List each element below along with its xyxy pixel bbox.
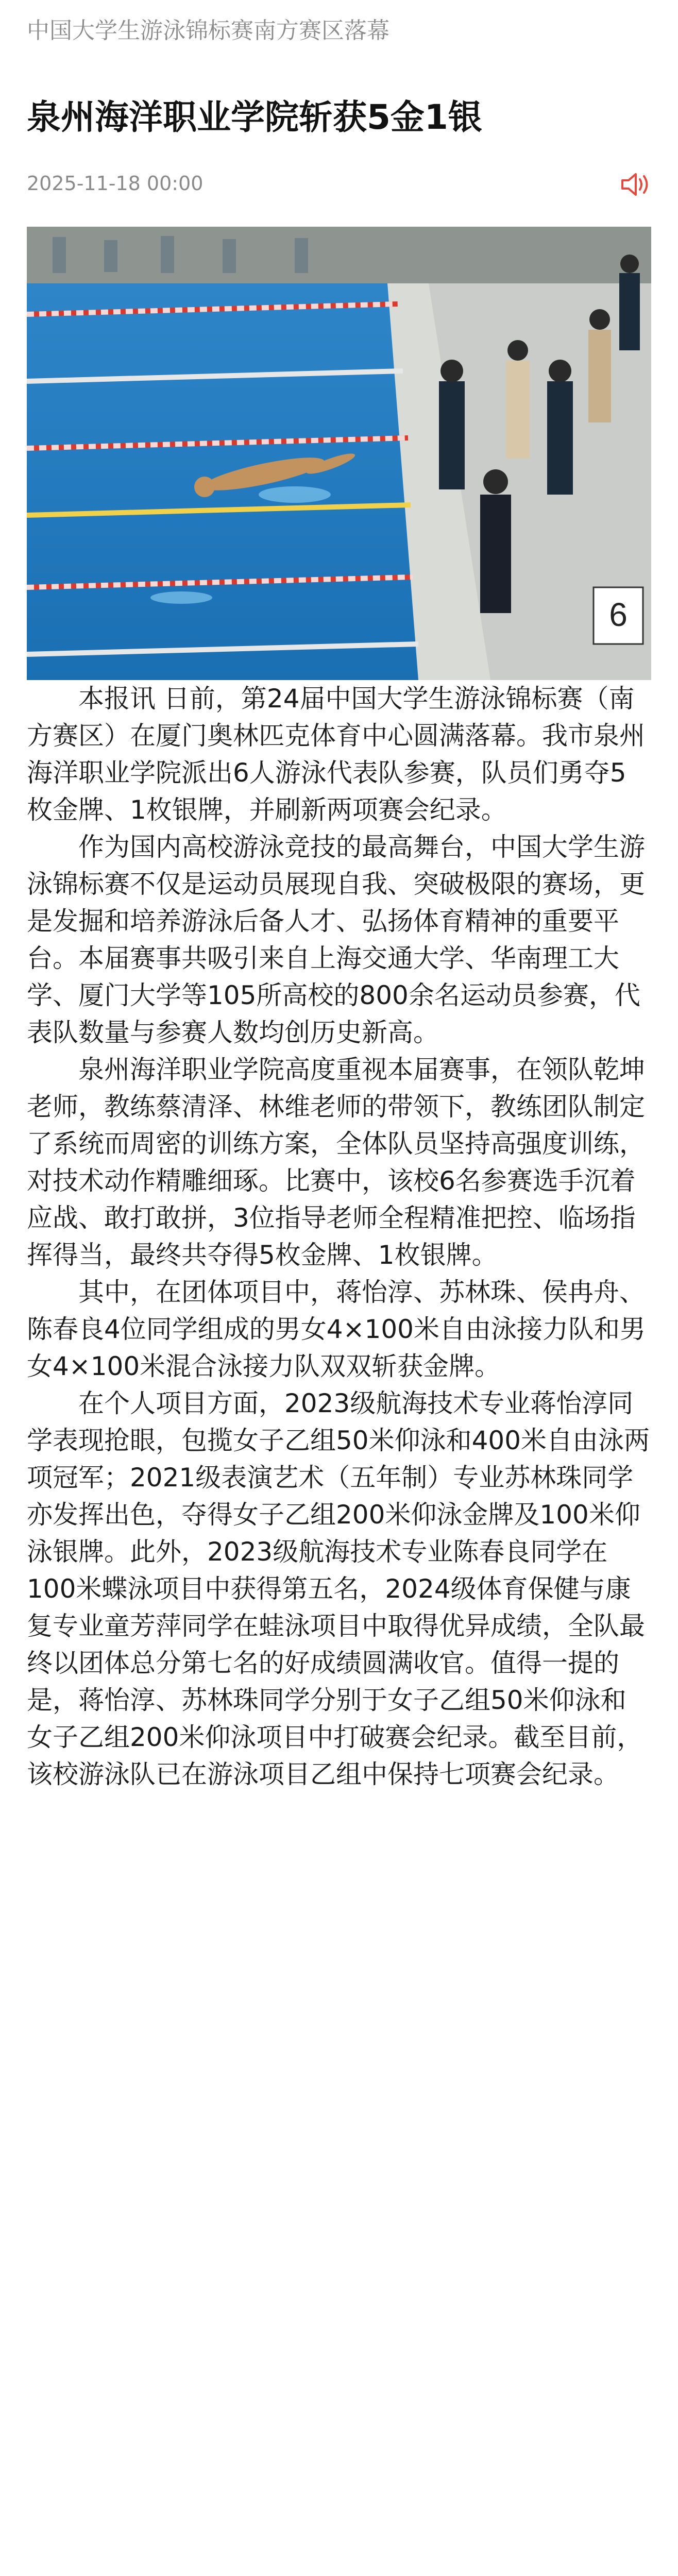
article-paragraph: 其中，在团体项目中，蒋怡淳、苏林珠、侯冉舟、陈春良4位同学组成的男女4×100米自由泳接力队和男女4×100米混合泳接力队双双斩获金牌。 [27,1277,646,1381]
publish-date: 2025-11-18 00:00 [27,172,204,195]
svg-text:6: 6 [609,596,628,633]
article-title: 泉州海洋职业学院斩获5金1银 [27,97,482,137]
article-paragraph: 作为国内高校游泳竞技的最高舞台，中国大学生游泳锦标赛不仅是运动员展现自我、突破极限的赛场，更是发掘和培养游泳后备人才、弘扬体育精神的重要平台。本届赛事共吸引来自上海交通大学、华南理工大学、厦门大学等105所高校的800余名运动员参赛，代表队数量与参赛人数均创历史新高。 [27,832,645,1047]
article-paragraph: 在个人项目方面，2023级航海技术专业蒋怡淳同学表现抢眼，包揽女子乙组50米仰泳和400米自由泳两项冠军；2021级表演艺术（五年制）专业苏林珠同学亦发挥出色，夺得女子乙组200米仰泳金牌及100米仰泳银牌。此外，2023级航海技术专业陈春良同学在100米蝶泳项目中获得第五名，2024级体育保健与康复专业童芳萍同学在蛙泳项目中取得优异成绩，全队最终以团体总分第七名的好成绩圆满收官。值得一提的是，蒋怡淳、苏林珠同学分别于女子乙组50米仰泳和女子乙组200米仰泳项目中打破赛会纪录。截至目前，该校游泳队已在游泳项目乙组中保持七项赛会纪录。 [27,1388,650,1789]
article-paragraph: 本报讯 日前，第24届中国大学生游泳锦标赛（南方赛区）在厦门奥林匹克体育中心圆满落幕。我市泉州海洋职业学院派出6人游泳代表队参赛，队员们勇夺5枚金牌、1枚银牌，并刷新两项赛会纪录。 [27,684,645,825]
article-body [27,680,651,1793]
article-supertitle: 中国大学生游泳锦标赛南方赛区落幕 [27,18,389,44]
speaker-icon[interactable] [618,170,651,199]
article-paragraph: 泉州海洋职业学院高度重视本届赛事，在领队乾坤老师，教练蔡清泽、林维老师的带领下，教练团队制定了系统而周密的训练方案，全体队员坚持高强度训练，对技术动作精雕细琢。比赛中，该校6名参赛选手沉着应战、敢打敢拼，3位指导老师全程精准把控、临场指挥得当，最终共夺得5枚金牌、1枚银牌。 [27,1055,645,1270]
article-meta [27,170,651,199]
swimming-race-photo [27,227,651,680]
